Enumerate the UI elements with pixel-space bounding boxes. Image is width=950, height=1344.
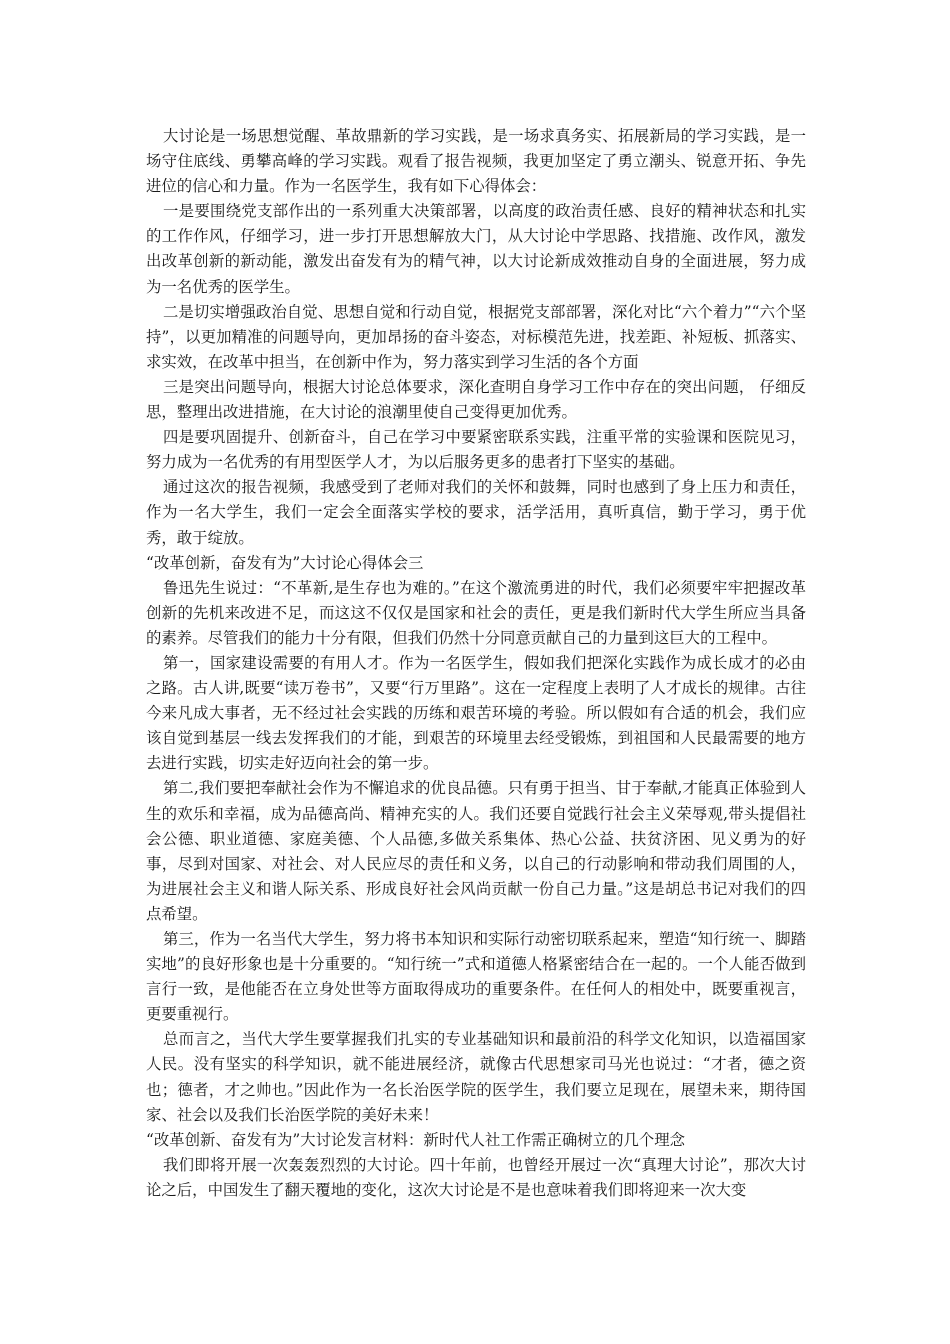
section-heading-3: “改革创新，奋发有为”大讨论心得体会三 xyxy=(146,553,424,572)
paragraph-10: 第三，作为一名当代大学生，努力将书本知识和实际行动密切联系起来，塑造“知行统一、脚踏实地”的良好形象也是十分重要的。“知行统一”式和道德人格紧密结合在一起的。一个人能否做到言行一致，是他能否在立身处世等方面取得成功的重要条件。在任何人的相处中，既要重视言，更要重视行。 xyxy=(146,930,806,1024)
section-heading-speech: “改革创新、奋发有为”大讨论发言材料：新时代人社工作需正确树立的几个理念 xyxy=(146,1130,686,1149)
paragraph-5: 四是要巩固提升、创新奋斗，自己在学习中要紧密联系实践，注重平常的实验课和医院见习，努力成为一名优秀的有用型医学人才，为以后服务更多的患者打下坚实的基础。 xyxy=(146,428,806,472)
paragraph-1: 大讨论是一场思想觉醒、革故鼎新的学习实践，是一场求真务实、拓展新局的学习实践，是一场守住底线、勇攀高峰的学习实践。观看了报告视频，我更加坚定了勇立潮头、锐意开拓、争先进位的信心和力量。作为一名医学生，我有如下心得体会： xyxy=(146,127,806,196)
paragraph-6: 通过这次的报告视频，我感受到了老师对我们的关怀和鼓舞，同时也感到了身上压力和责任，作为一名大学生，我们一定会全面落实学校的要求，活学活用，真听真信，勤于学习，勇于优秀，敢于绽放。 xyxy=(146,478,806,547)
paragraph-4: 三是突出问题导向，根据大讨论总体要求，深化查明自身学习工作中存在的突出问题， 仔细反思，整理出改进措施，在大讨论的浪潮里使自己变得更加优秀。 xyxy=(146,377,806,422)
paragraph-12: 我们即将开展一次轰轰烈烈的大讨论。四十年前，也曾经开展过一次“真理大讨论”，那次大讨论之后，中国发生了翻天覆地的变化，这次大讨论是不是也意味着我们即将迎来一次大变 xyxy=(146,1155,806,1199)
document-page xyxy=(146,124,806,1203)
paragraph-3: 二是切实增强政治自觉、思想自觉和行动自觉，根据党支部部署，深化对比“六个着力”“六个坚持”，以更加精准的问题导向，更加昂扬的奋斗姿态，对标模范先进，找差距、补短板、抓落实、求实效，在改革中担当，在创新中作为，努力落实到学习生活的各个方面 xyxy=(146,302,806,371)
paragraph-2: 一是要围绕党支部作出的一系列重大决策部署，以高度的政治责任感、良好的精神状态和扎实的工作作风，仔细学习，进一步打开思想解放大门，从大讨论中学思路、找措施、改作风，激发出改革创新的新动能，激发出奋发有为的精气神，以大讨论新成效推动自身的全面进展，努力成为一名优秀的医学生。 xyxy=(146,202,806,296)
paragraph-8: 第一，国家建设需要的有用人才。作为一名医学生，假如我们把深化实践作为成长成才的必由之路。古人讲,既要“读万卷书”，又要“行万里路”。这在一定程度上表明了人才成长的规律。古往今来凡成大事者，无不经过社会实践的历练和艰苦环境的考验。所以假如有合适的机会，我们应该自觉到基层一线去发挥我们的才能，到艰苦的环境里去经受锻炼，到祖国和人民最需要的地方去进行实践，切实走好迈向社会的第一步。 xyxy=(146,653,806,773)
paragraph-9: 第二,我们要把奉献社会作为不懈追求的优良品德。只有勇于担当、甘于奉献,才能真正体验到人生的欢乐和幸福，成为品德高尚、精神充实的人。我们还要自觉践行社会主义荣辱观,带头提倡社会公德、职业道德、家庭美德、个人品德,多做关系集体、热心公益、扶贫济困、见义勇为的好事，尽到对国家、对社会、对人民应尽的责任和义务，以自己的行动影响和带动我们周围的人，为进展社会主义和谐人际关系、形成良好社会风尚贡献一份自己力量。”这是胡总书记对我们的四点希望。 xyxy=(146,779,806,923)
paragraph-11: 总而言之，当代大学生要掌握我们扎实的专业基础知识和最前沿的科学文化知识，以造福国家人民。没有坚实的科学知识，就不能进展经济，就像古代思想家司马光也说过：“才者，德之资也；德者，才之帅也。”因此作为一名长治医学院的医学生，我们要立足现在，展望未来，期待国家、社会以及我们长治医学院的美好未来！ xyxy=(146,1030,806,1124)
paragraph-7: 鲁迅先生说过：“不革新,是生存也为难的。”在这个激流勇进的时代，我们必须要牢牢把握改革创新的先机来改进不足，而这这不仅仅是国家和社会的责任，更是我们新时代大学生所应当具备的素养。尽管我们的能力十分有限，但我们仍然十分同意贡献自己的力量到这巨大的工程中。 xyxy=(146,578,806,647)
